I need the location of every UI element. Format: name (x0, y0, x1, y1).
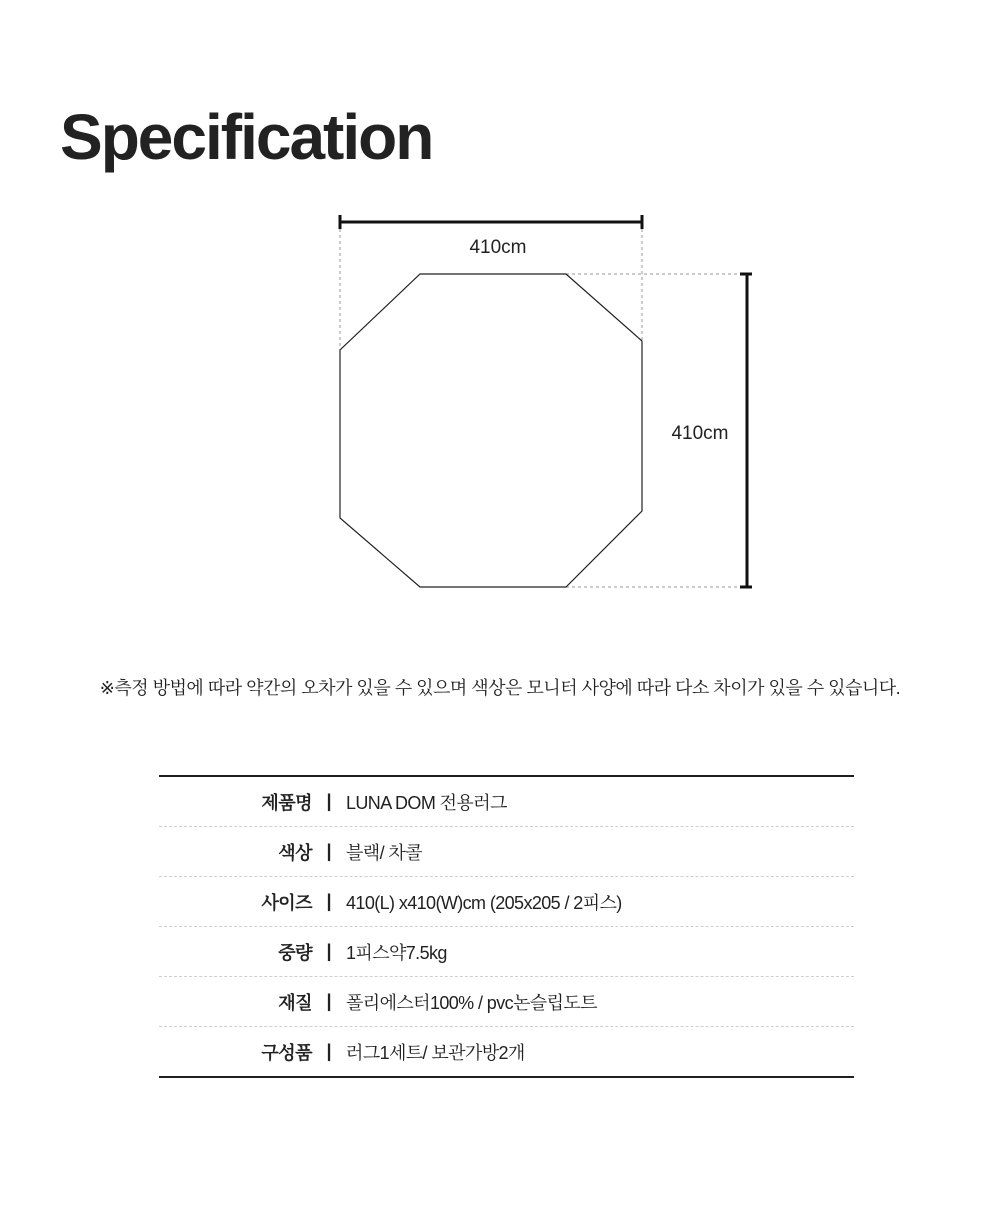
spec-row-components (159, 1027, 854, 1076)
width-label: 410cm (469, 237, 527, 258)
spec-value: 블랙/ 차콜 (346, 842, 422, 863)
spec-row-product-name (159, 777, 854, 827)
spec-value: 러그1세트/ 보관가방2개 (346, 1042, 525, 1063)
spec-row-weight (159, 927, 854, 977)
spec-key: 재질 (278, 992, 312, 1013)
spec-separator: | (326, 791, 332, 811)
spec-key: 제품명 (261, 792, 312, 813)
spec-value: 폴리에스터100% / pvc논슬립도트 (346, 992, 597, 1013)
spec-key: 구성품 (261, 1042, 312, 1063)
spec-row-size (159, 877, 854, 927)
spec-value: LUNA DOM 전용러그 (346, 792, 507, 813)
page-title: Specification (60, 101, 433, 173)
spec-separator: | (326, 841, 332, 861)
measurement-notice: ※측정 방법에 따라 약간의 오차가 있을 수 있으며 색상은 모니터 사양에 따라 다소 차이가 있을 수 있습니다. (99, 678, 901, 698)
spec-key: 중량 (278, 942, 312, 963)
spec-separator: | (326, 891, 332, 911)
spec-separator: | (326, 1041, 332, 1061)
spec-key: 색상 (278, 842, 312, 863)
spec-separator: | (326, 941, 332, 961)
spec-table (159, 775, 854, 1078)
spec-value: 410(L) x410(W)cm (205x205 / 2피스) (346, 892, 622, 913)
height-label: 410cm (671, 423, 729, 444)
spec-separator: | (326, 991, 332, 1011)
octagon-rug-shape (340, 274, 642, 587)
spec-row-material (159, 977, 854, 1027)
spec-row-color (159, 827, 854, 877)
spec-key: 사이즈 (261, 892, 312, 913)
spec-value: 1피스약7.5kg (346, 942, 447, 963)
